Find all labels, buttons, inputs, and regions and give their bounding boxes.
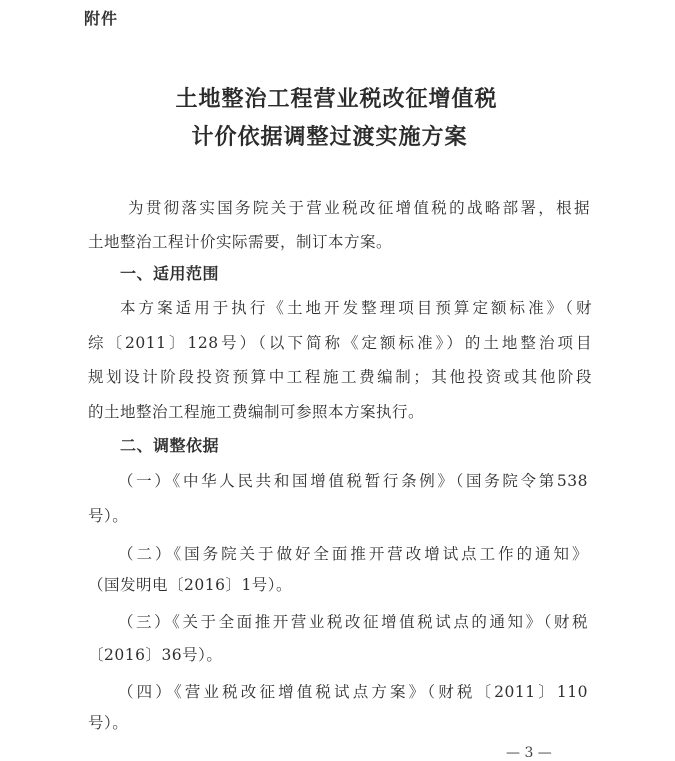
scope-paragraph-line-1: 本方案适用于执行《土地开发整理项目预算定额标准》（财 [120, 299, 592, 317]
basis-item-4-line-2: 号）。 [88, 714, 129, 732]
scope-paragraph-line-3: 规划设计阶段投资预算中工程施工费编制；其他投资或其他阶段 [88, 368, 592, 386]
section-heading-basis: 二、调整依据 [120, 436, 220, 455]
document-title-line-1: 土地整治工程营业税改征增值税 [175, 87, 498, 112]
page-number: — 3 — [506, 745, 552, 761]
intro-paragraph-line-2: 土地整治工程计价实际需要，制订本方案。 [88, 233, 393, 251]
basis-item-2-line-2: （国发明电〔2016〕1号）。 [88, 576, 293, 594]
section-heading-scope: 一、适用范围 [120, 264, 220, 283]
basis-item-2-line-1: （二）《国务院关于做好全面推开营改增试点工作的通知》 [118, 545, 588, 563]
basis-item-3-line-2: 〔2016〕36号）。 [88, 646, 223, 664]
attachment-label: 附件 [84, 9, 119, 28]
document-title-line-2: 计价依据调整过渡实施方案 [191, 125, 468, 150]
basis-item-1-line-2: 号）。 [88, 507, 129, 525]
intro-paragraph-line-1: 为贯彻落实国务院关于营业税改征增值税的战略部署，根据 [128, 199, 590, 217]
scope-paragraph-line-2: 综〔2011〕128号）（以下简称《定额标准》）的土地整治项目 [88, 334, 592, 352]
basis-item-3-line-1: （三）《关于全面推开营业税改征增值税试点的通知》（财税 [118, 613, 588, 631]
basis-item-4-line-1: （四）《营业税改征增值税试点方案》（财税〔2011〕110 [118, 683, 588, 701]
scope-paragraph-line-4: 的土地整治工程施工费编制可参照本方案执行。 [88, 403, 425, 421]
basis-item-1-line-1: （一）《中华人民共和国增值税暂行条例》（国务院令第538 [118, 472, 588, 490]
